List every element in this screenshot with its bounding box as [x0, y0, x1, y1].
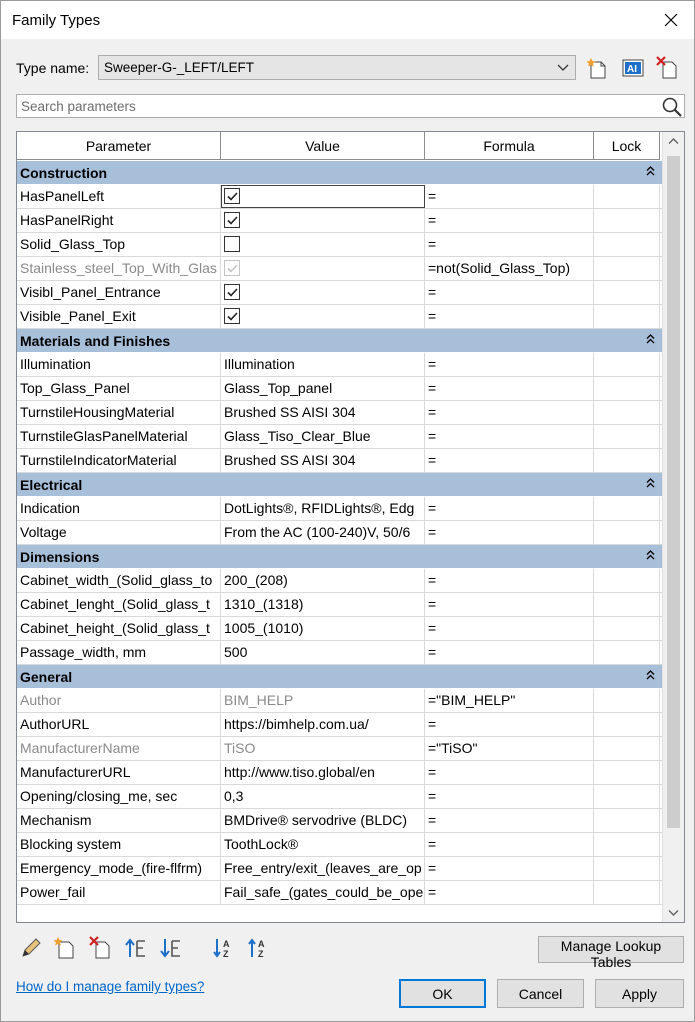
parameter-value[interactable]: Illumination — [221, 353, 425, 376]
parameter-row[interactable] — [17, 521, 662, 545]
checkbox-unchecked[interactable] — [224, 236, 240, 252]
parameter-name[interactable]: Solid_Glass_Top — [17, 233, 221, 256]
grid-rows — [17, 161, 662, 905]
parameter-row[interactable] — [17, 209, 662, 233]
parameter-row[interactable] — [17, 809, 662, 833]
parameter-lock[interactable] — [594, 785, 660, 808]
parameter-formula[interactable]: =not(Solid_Glass_Top) — [425, 257, 594, 280]
title-bar — [1, 1, 694, 39]
group-header[interactable] — [17, 545, 662, 569]
column-header-parameter[interactable]: Parameter — [17, 132, 221, 160]
sort-descending-button[interactable] — [247, 936, 271, 960]
delete-parameter-button[interactable] — [89, 936, 113, 960]
checkbox-checked[interactable] — [224, 284, 240, 300]
group-header-label: Materials and Finishes — [20, 333, 171, 349]
parameter-value[interactable]: From the AC (100-240)V, 50/6 — [221, 521, 425, 544]
parameter-formula[interactable]: = — [425, 713, 594, 736]
parameter-lock[interactable] — [594, 257, 660, 280]
column-header-value[interactable]: Value — [221, 132, 425, 160]
parameter-name[interactable]: HasPanelLeft — [17, 185, 221, 208]
checkbox-checked[interactable] — [224, 212, 240, 228]
parameter-formula[interactable]: = — [425, 785, 594, 808]
parameter-formula[interactable]: = — [425, 233, 594, 256]
parameter-value[interactable]: https://bimhelp.com.ua/ — [221, 713, 425, 736]
parameter-value-checkbox-cell[interactable] — [221, 281, 425, 304]
parameter-formula[interactable]: = — [425, 521, 594, 544]
sort-descending-icon — [247, 936, 271, 960]
search-icon[interactable] — [661, 96, 683, 118]
type-name-label: Type name: — [16, 60, 90, 76]
parameter-lock[interactable] — [594, 617, 660, 640]
parameter-formula[interactable]: = — [425, 401, 594, 424]
parameter-row[interactable] — [17, 593, 662, 617]
parameter-lock[interactable] — [594, 641, 660, 664]
search-parameters[interactable] — [16, 94, 685, 118]
parameter-name[interactable]: Top_Glass_Panel — [17, 377, 221, 400]
parameter-name[interactable]: Power_fail — [17, 881, 221, 904]
parameter-value[interactable]: Glass_Tiso_Clear_Blue — [221, 425, 425, 448]
sort-ascending-button[interactable] — [212, 936, 236, 960]
parameter-formula[interactable]: = — [425, 617, 594, 640]
parameter-value[interactable]: DotLights®, RFIDLights®, Edg — [221, 497, 425, 520]
sort-ascending-icon — [212, 936, 236, 960]
parameter-row[interactable] — [17, 713, 662, 737]
collapse-icon[interactable] — [646, 161, 655, 185]
parameter-formula[interactable]: = — [425, 425, 594, 448]
new-type-button[interactable] — [586, 56, 610, 80]
parameter-name[interactable]: ManufacturerName — [17, 737, 221, 760]
parameter-lock[interactable] — [594, 689, 660, 712]
parameter-value[interactable]: BIM_HELP — [221, 689, 425, 712]
parameter-lock[interactable] — [594, 425, 660, 448]
parameter-row[interactable] — [17, 449, 662, 473]
type-name-select[interactable] — [98, 55, 576, 80]
parameter-row[interactable] — [17, 785, 662, 809]
parameter-name[interactable]: Cabinet_width_(Solid_glass_to — [17, 569, 221, 592]
parameter-name[interactable]: Illumination — [17, 353, 221, 376]
parameter-row[interactable] — [17, 353, 662, 377]
scroll-up-icon[interactable] — [668, 137, 679, 145]
parameter-lock[interactable] — [594, 881, 660, 904]
parameter-value[interactable]: http://www.tiso.global/en — [221, 761, 425, 784]
parameter-value[interactable]: 1005_(1010) — [221, 617, 425, 640]
parameter-formula[interactable]: = — [425, 185, 594, 208]
edit-parameter-button[interactable] — [19, 936, 43, 960]
new-parameter-button[interactable] — [53, 936, 77, 960]
close-button[interactable] — [648, 1, 694, 39]
parameter-name[interactable]: Visible_Panel_Exit — [17, 305, 221, 328]
scrollbar-thumb[interactable] — [667, 156, 680, 828]
rename-type-button[interactable] — [621, 56, 645, 80]
move-up-button[interactable] — [124, 936, 148, 960]
parameter-formula[interactable]: = — [425, 209, 594, 232]
grid-header — [17, 132, 660, 160]
parameter-value[interactable]: 500 — [221, 641, 425, 664]
parameter-name[interactable]: Mechanism — [17, 809, 221, 832]
move-down-button[interactable] — [159, 936, 183, 960]
collapse-icon[interactable] — [646, 473, 655, 497]
vertical-scrollbar[interactable] — [662, 132, 684, 922]
parameter-formula[interactable]: = — [425, 497, 594, 520]
move-down-icon — [159, 936, 183, 960]
parameter-lock[interactable] — [594, 857, 660, 880]
checkbox-checked[interactable] — [224, 188, 240, 204]
parameter-row[interactable] — [17, 281, 662, 305]
parameter-row[interactable] — [17, 689, 662, 713]
parameter-lock[interactable] — [594, 353, 660, 376]
parameter-lock[interactable] — [594, 569, 660, 592]
parameter-name[interactable]: ManufacturerURL — [17, 761, 221, 784]
edit-parameter-icon — [19, 936, 43, 960]
search-input[interactable] — [17, 95, 647, 117]
parameter-lock[interactable] — [594, 809, 660, 832]
dialog-title: Family Types — [12, 12, 101, 29]
parameter-name[interactable]: Opening/closing_me, sec — [17, 785, 221, 808]
group-header[interactable] — [17, 473, 662, 497]
parameter-row[interactable] — [17, 833, 662, 857]
parameter-row[interactable] — [17, 761, 662, 785]
column-header-lock[interactable]: Lock — [594, 132, 660, 160]
rename-type-icon — [621, 56, 645, 80]
parameter-lock[interactable] — [594, 233, 660, 256]
parameter-row[interactable] — [17, 425, 662, 449]
group-header[interactable] — [17, 665, 662, 689]
parameter-row[interactable] — [17, 401, 662, 425]
parameter-value[interactable]: ToothLock® — [221, 833, 425, 856]
parameter-name[interactable]: Cabinet_lenght_(Solid_glass_t — [17, 593, 221, 616]
group-header-label: Dimensions — [20, 549, 100, 565]
parameter-row[interactable] — [17, 185, 662, 209]
parameter-value[interactable]: 0,3 — [221, 785, 425, 808]
parameter-formula[interactable]: = — [425, 305, 594, 328]
parameter-value[interactable]: Fail_safe_(gates_could_be_ope — [221, 881, 425, 904]
parameter-formula[interactable]: = — [425, 833, 594, 856]
parameter-name[interactable]: AuthorURL — [17, 713, 221, 736]
group-header-label: General — [20, 669, 73, 685]
parameter-formula[interactable]: = — [425, 857, 594, 880]
new-type-icon — [586, 56, 610, 80]
scroll-down-icon[interactable] — [668, 909, 679, 917]
parameter-formula[interactable]: = — [425, 281, 594, 304]
parameter-value[interactable]: 1310_(1318) — [221, 593, 425, 616]
parameter-lock[interactable] — [594, 281, 660, 304]
delete-type-icon — [656, 56, 680, 80]
group-header[interactable] — [17, 161, 662, 185]
svg-text:A: A — [223, 939, 230, 949]
parameter-formula[interactable]: = — [425, 809, 594, 832]
parameter-name[interactable]: Cabinet_height_(Solid_glass_t — [17, 617, 221, 640]
parameter-name[interactable]: TurnstileGlasPanelMaterial — [17, 425, 221, 448]
column-header-formula[interactable]: Formula — [425, 132, 594, 160]
parameter-row[interactable] — [17, 305, 662, 329]
parameter-row[interactable] — [17, 737, 662, 761]
parameter-name[interactable]: TurnstileIndicatorMaterial — [17, 449, 221, 472]
parameter-value[interactable]: Glass_Top_panel — [221, 377, 425, 400]
parameter-value[interactable]: TiSO — [221, 737, 425, 760]
parameter-lock[interactable] — [594, 497, 660, 520]
svg-text:AI: AI — [627, 64, 637, 75]
parameter-row[interactable] — [17, 233, 662, 257]
collapse-icon[interactable] — [646, 329, 655, 353]
parameters-grid — [16, 131, 685, 923]
parameter-value[interactable]: Free_entry/exit_(leaves_are_op — [221, 857, 425, 880]
parameter-value[interactable]: 200_(208) — [221, 569, 425, 592]
parameter-value-checkbox-cell[interactable] — [221, 185, 425, 208]
parameter-name[interactable]: Voltage — [17, 521, 221, 544]
parameter-formula[interactable]: = — [425, 377, 594, 400]
cancel-button[interactable]: Cancel — [497, 979, 584, 1008]
parameter-name[interactable]: Visibl_Panel_Entrance — [17, 281, 221, 304]
parameter-row[interactable] — [17, 497, 662, 521]
parameter-value-checkbox-cell[interactable] — [221, 257, 425, 280]
delete-type-button[interactable] — [656, 56, 680, 80]
parameter-name[interactable]: Emergency_mode_(fire-flfrm) — [17, 857, 221, 880]
parameter-lock[interactable] — [594, 305, 660, 328]
parameter-row[interactable] — [17, 641, 662, 665]
parameter-lock[interactable] — [594, 713, 660, 736]
parameter-name[interactable]: Indication — [17, 497, 221, 520]
parameter-row[interactable] — [17, 569, 662, 593]
parameter-lock[interactable] — [594, 761, 660, 784]
parameter-formula[interactable]: = — [425, 449, 594, 472]
parameter-row[interactable] — [17, 857, 662, 881]
parameter-formula[interactable]: ="BIM_HELP" — [425, 689, 594, 712]
svg-text:Z: Z — [258, 949, 264, 959]
parameter-lock[interactable] — [594, 401, 660, 424]
parameter-value[interactable]: BMDrive® servodrive (BLDC) — [221, 809, 425, 832]
close-icon — [664, 13, 678, 27]
parameter-value-checkbox-cell[interactable] — [221, 209, 425, 232]
parameter-row[interactable] — [17, 377, 662, 401]
parameter-row[interactable] — [17, 617, 662, 641]
ok-button[interactable]: OK — [399, 979, 486, 1008]
delete-parameter-icon — [89, 936, 113, 960]
group-header-label: Electrical — [20, 477, 83, 493]
group-header[interactable] — [17, 329, 662, 353]
parameter-formula[interactable]: = — [425, 353, 594, 376]
new-parameter-icon — [53, 936, 77, 960]
parameter-name[interactable]: Author — [17, 689, 221, 712]
parameter-lock[interactable] — [594, 833, 660, 856]
parameter-value[interactable]: Brushed SS AISI 304 — [221, 449, 425, 472]
svg-text:A: A — [258, 939, 265, 949]
collapse-icon[interactable] — [646, 665, 655, 689]
parameter-lock[interactable] — [594, 185, 660, 208]
apply-button[interactable]: Apply — [595, 979, 684, 1008]
manage-lookup-tables-button[interactable]: Manage Lookup Tables — [538, 936, 684, 963]
parameter-formula[interactable]: = — [425, 641, 594, 664]
help-link[interactable]: How do I manage family types? — [16, 979, 205, 994]
parameter-formula[interactable]: = — [425, 593, 594, 616]
parameter-lock[interactable] — [594, 377, 660, 400]
checkbox-checked[interactable] — [224, 308, 240, 324]
parameter-formula[interactable]: = — [425, 569, 594, 592]
svg-text:Z: Z — [223, 949, 229, 959]
parameter-formula[interactable]: ="TiSO" — [425, 737, 594, 760]
type-name-value: Sweeper-G-_LEFT/LEFT — [104, 60, 255, 75]
parameter-value-checkbox-cell[interactable] — [221, 305, 425, 328]
parameter-name[interactable]: Stainless_steel_Top_With_Glas — [17, 257, 221, 280]
parameter-name[interactable]: HasPanelRight — [17, 209, 221, 232]
parameter-lock[interactable] — [594, 737, 660, 760]
parameter-row[interactable] — [17, 881, 662, 905]
parameter-lock[interactable] — [594, 593, 660, 616]
parameter-formula[interactable]: = — [425, 761, 594, 784]
move-up-icon — [124, 936, 148, 960]
parameter-value[interactable]: Brushed SS AISI 304 — [221, 401, 425, 424]
chevron-down-icon — [557, 61, 569, 73]
parameter-lock[interactable] — [594, 209, 660, 232]
parameter-name[interactable]: Blocking system — [17, 833, 221, 856]
group-header-label: Construction — [20, 165, 108, 181]
parameter-name[interactable]: Passage_width, mm — [17, 641, 221, 664]
parameter-lock[interactable] — [594, 521, 660, 544]
parameter-formula[interactable]: = — [425, 881, 594, 904]
checkbox-checked — [224, 260, 240, 276]
parameter-name[interactable]: TurnstileHousingMaterial — [17, 401, 221, 424]
parameter-lock[interactable] — [594, 449, 660, 472]
parameter-value-checkbox-cell[interactable] — [221, 233, 425, 256]
collapse-icon[interactable] — [646, 545, 655, 569]
parameter-row[interactable] — [17, 257, 662, 281]
